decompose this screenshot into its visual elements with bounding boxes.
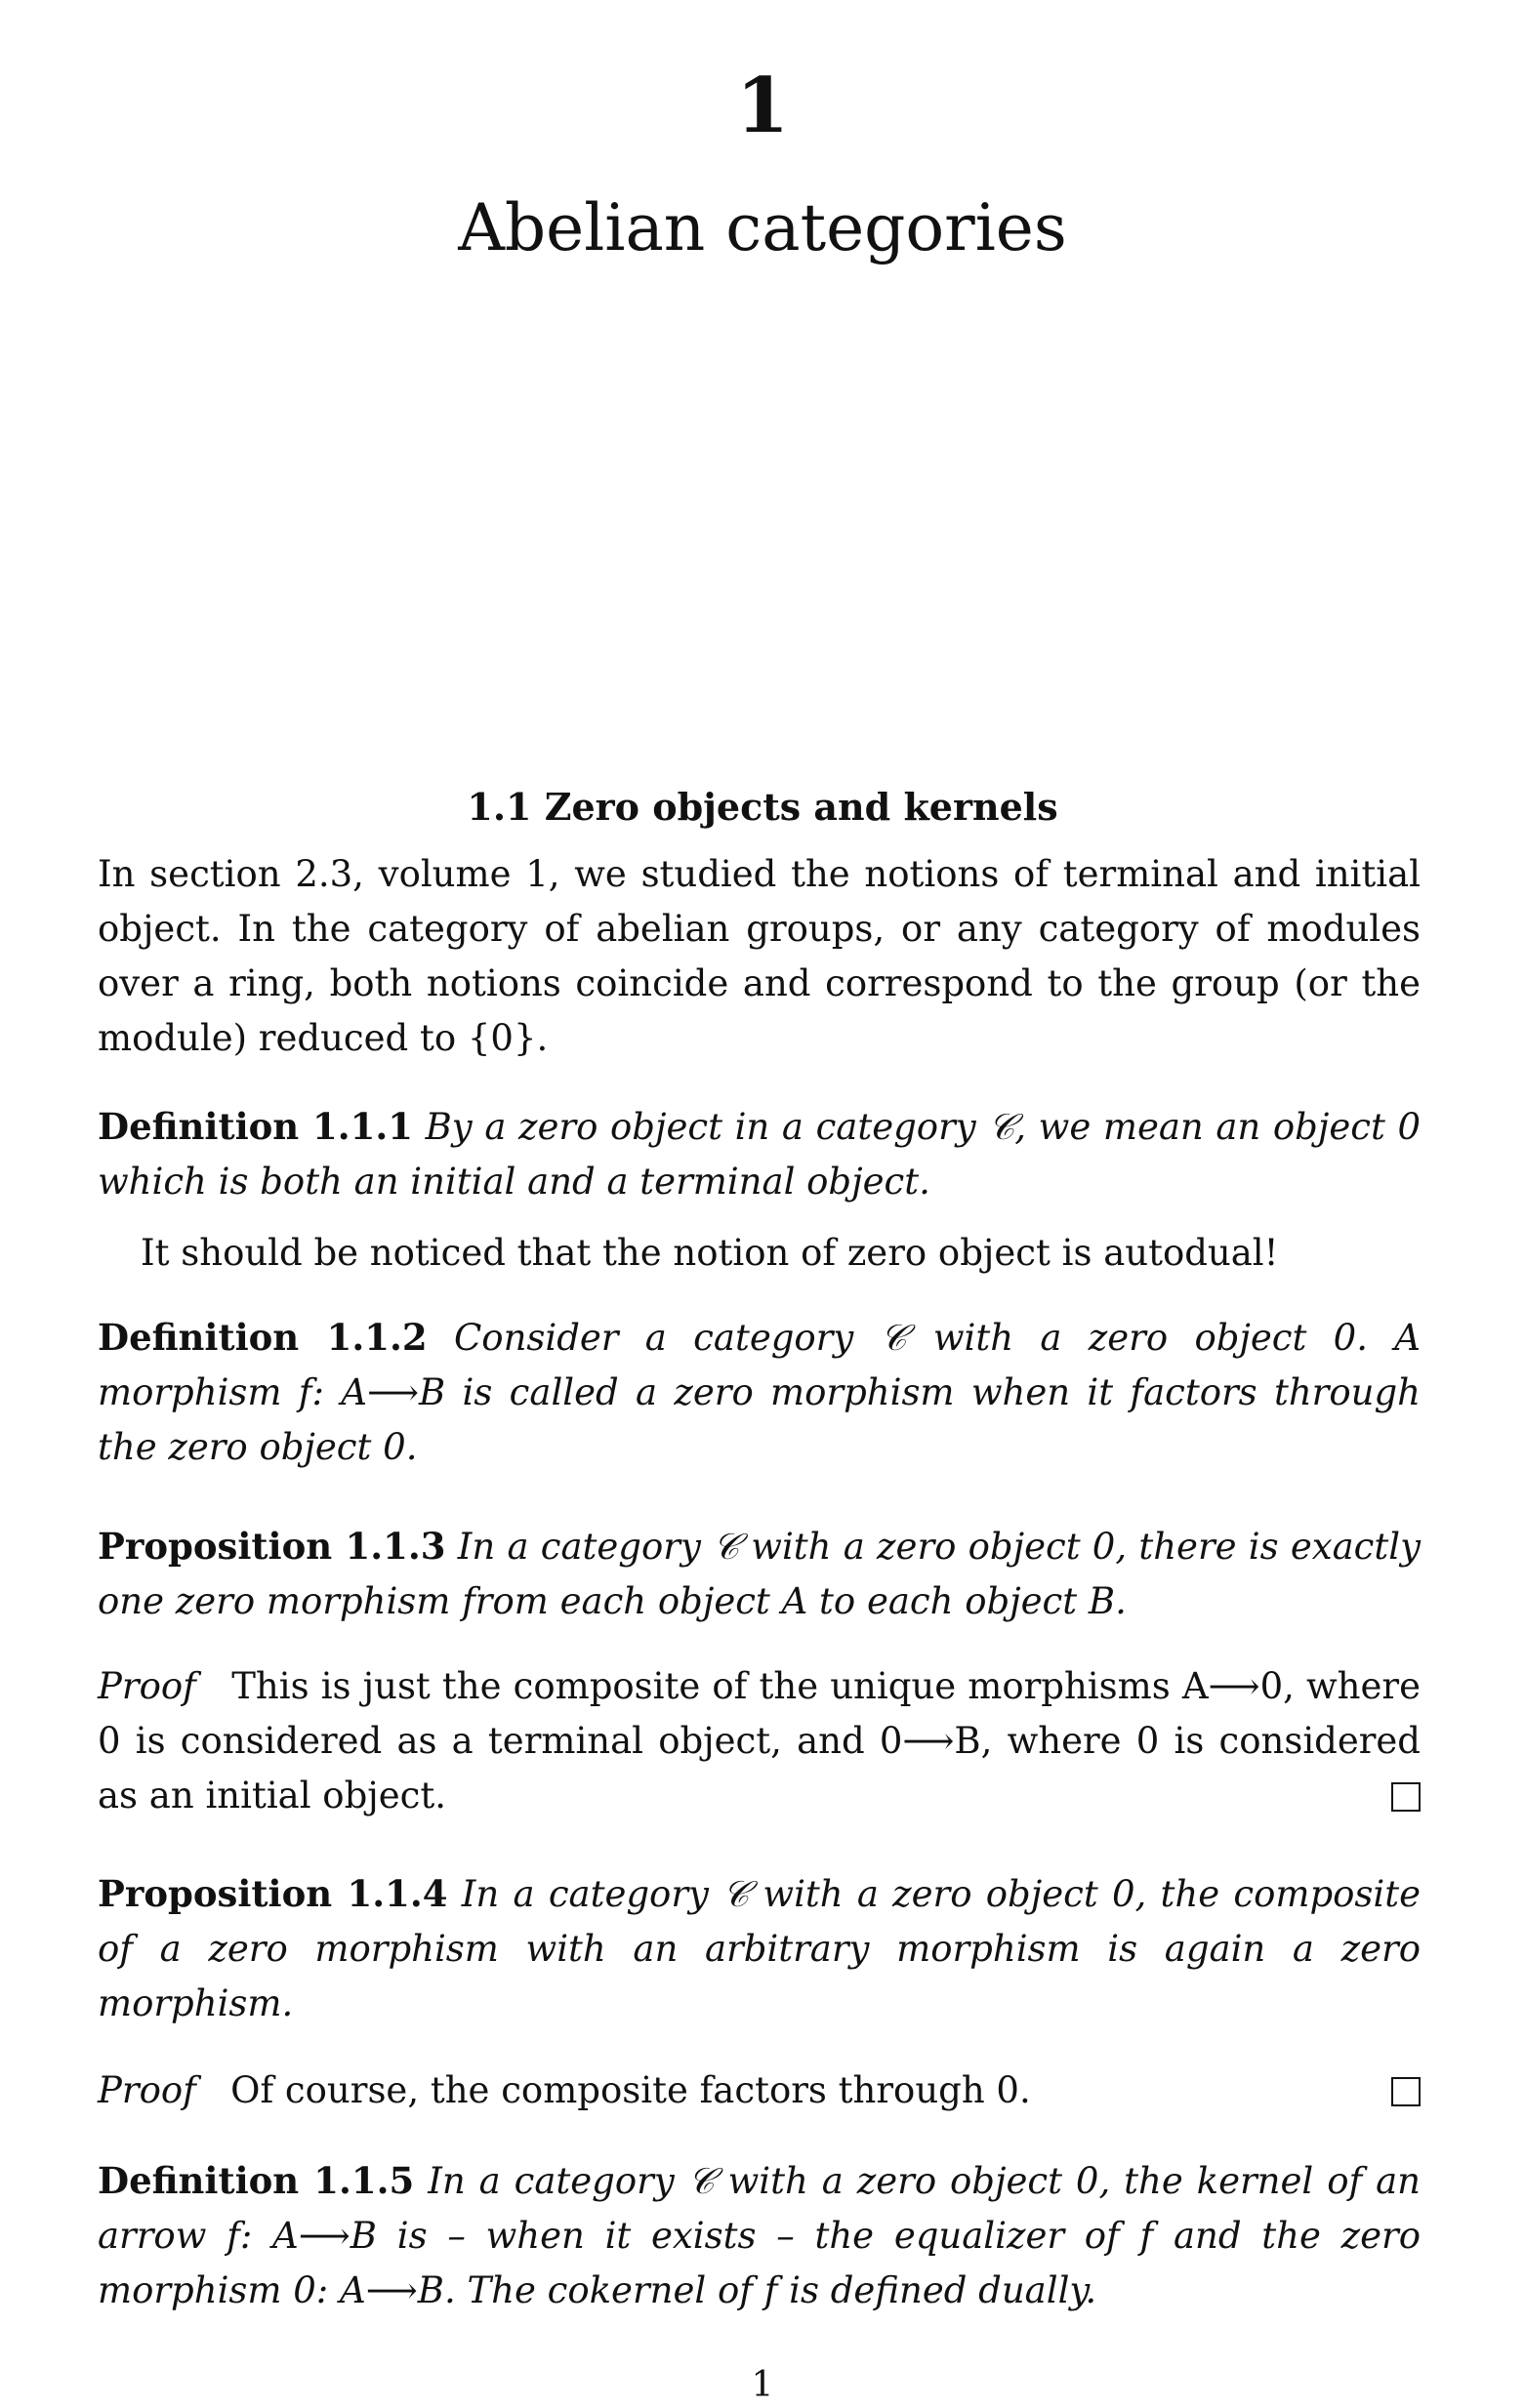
- proof-label: Proof: [98, 1665, 196, 1707]
- definition-label: Definition 1.1.5: [98, 2159, 415, 2202]
- definition-label: Definition 1.1.1: [98, 1105, 413, 1148]
- definition-label: Definition 1.1.2: [98, 1316, 428, 1359]
- chapter-title: Abelian categories: [458, 190, 1067, 265]
- proof-text: This is just the composite of the unique morphisms A⟶0, where 0 is considered as a terminal object, and 0⟶B, where 0 is considered as an initial object.: [98, 1665, 1421, 1816]
- proposition-label: Proposition 1.1.3: [98, 1525, 446, 1568]
- proposition-text: In a category 𝒞 with a zero object 0, there is exactly one zero morphism from each object A to each object B.: [98, 1526, 1421, 1622]
- page-number: 1: [751, 2365, 774, 2405]
- proof-text: Of course, the composite factors through 0.: [230, 2069, 1031, 2111]
- proposition-1-1-4: [98, 1866, 1421, 2031]
- definition-text: By a zero object in a category 𝒞, we mean an object 0 which is both an initial and a terminal object.: [98, 1106, 1421, 1203]
- qed-square-icon: [1391, 1782, 1421, 1812]
- section-heading: 1.1 Zero objects and kernels: [467, 785, 1058, 829]
- definition-text: In a category 𝒞 with a zero object 0, the kernel of an arrow f: A⟶B is – when it exists – the equalizer of f and the zero morphism 0: A⟶B. The cokernel of f is defined dually.: [98, 2160, 1421, 2311]
- proposition-label: Proposition 1.1.4: [98, 1872, 448, 1915]
- proof-label: Proof: [98, 2069, 196, 2111]
- proof-1: [98, 1659, 1421, 1823]
- proof-2: [98, 2063, 1421, 2118]
- proposition-text: In a category 𝒞 with a zero object 0, the composite of a zero morphism with an arbitrary morphism is again a zero morphism.: [98, 1873, 1421, 2024]
- chapter-number: 1: [735, 61, 790, 150]
- proposition-1-1-3: [98, 1519, 1421, 1629]
- definition-1-1-2: [98, 1310, 1421, 1475]
- qed-square-icon: [1391, 2077, 1421, 2106]
- remark-paragraph: It should be noticed that the notion of zero object is autodual!: [141, 1232, 1279, 1274]
- section-intro-paragraph: In section 2.3, volume 1, we studied the notions of terminal and initial object. In the category of abelian groups, or any category of modules over a ring, both notions coincide and correspond to the group (or the module) reduced to {0}.: [98, 853, 1421, 1059]
- definition-1-1-1: [98, 1099, 1421, 1209]
- definition-text: Consider a category 𝒞 with a zero object 0. A morphism f: A⟶B is called a zero morphism when it factors through the zero object 0.: [98, 1317, 1422, 1468]
- definition-1-1-5: [98, 2153, 1421, 2318]
